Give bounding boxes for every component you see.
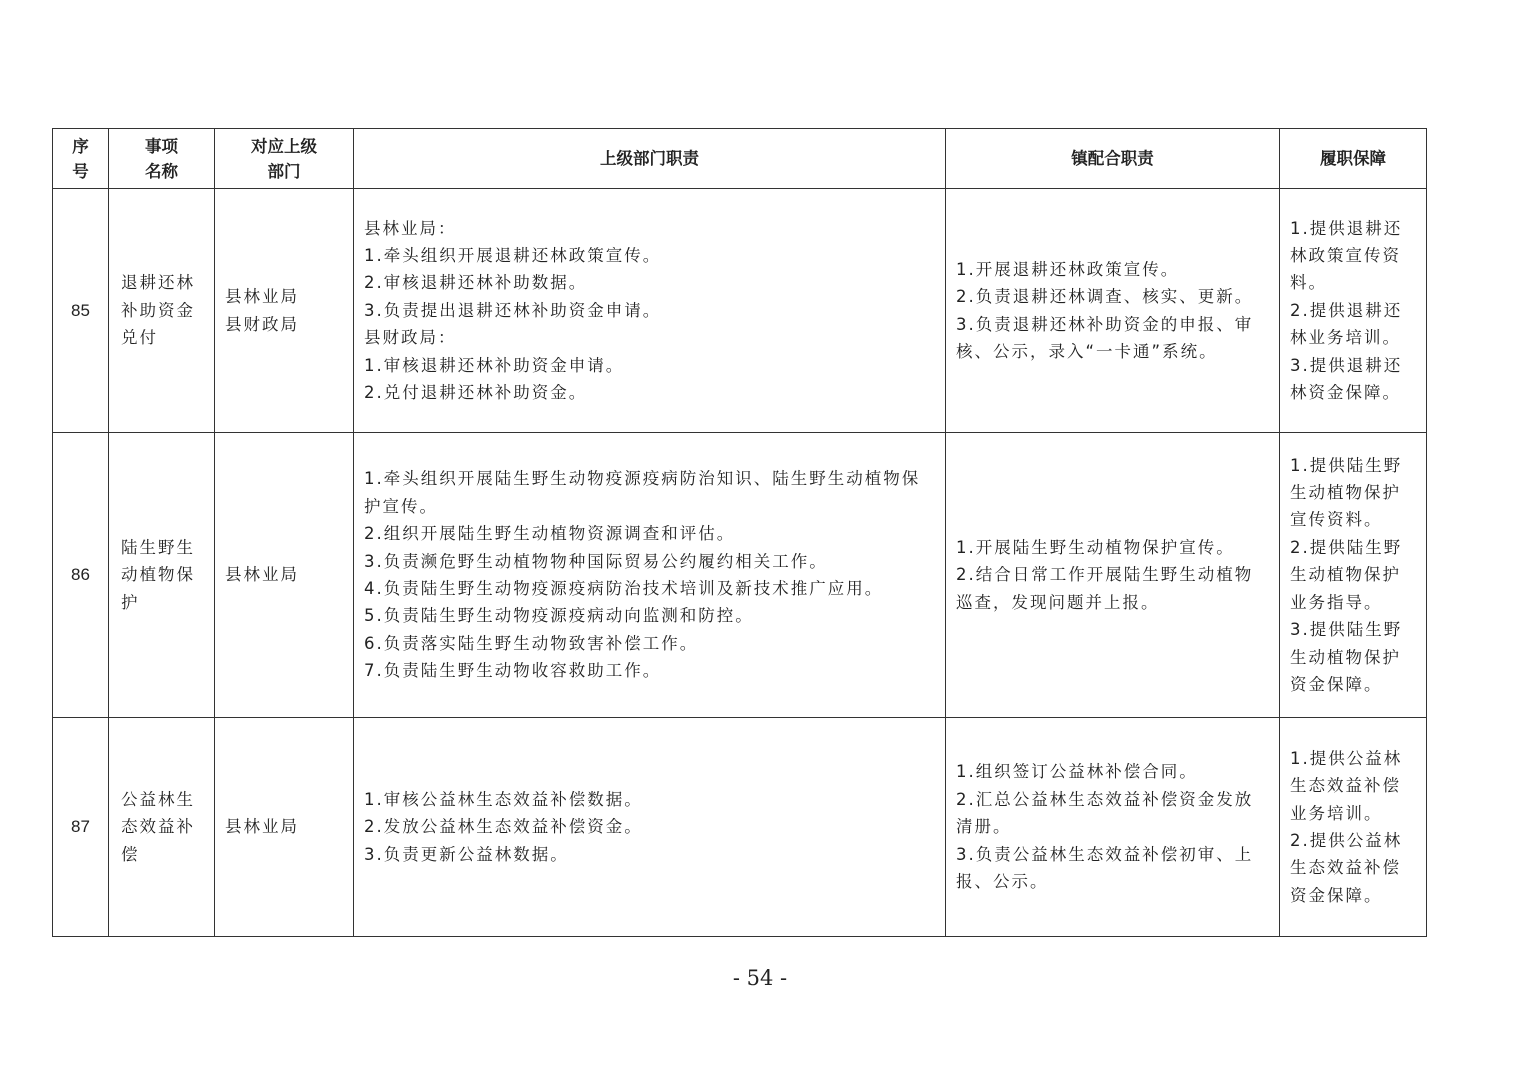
upper-dept: 县林业局 bbox=[215, 433, 354, 718]
row-number: 86 bbox=[53, 433, 109, 718]
header-seq: 序 号 bbox=[53, 129, 109, 189]
header-upper-dept: 对应上级 部门 bbox=[215, 129, 354, 189]
town-duties: 1.开展陆生野生动植物保护宣传。 2.结合日常工作开展陆生野生动植物巡查，发现问题并上报。 bbox=[946, 433, 1280, 718]
item-name: 公益林生态效益补偿 bbox=[109, 718, 215, 937]
upper-duties: 1.审核公益林生态效益补偿数据。 2.发放公益林生态效益补偿资金。 3.负责更新公益林数据。 bbox=[354, 718, 946, 937]
table-header-row bbox=[53, 129, 1427, 189]
guarantee: 1.提供陆生野生动植物保护宣传资料。 2.提供陆生野生动植物保护业务指导。 3.提供陆生野生动植物保护资金保障。 bbox=[1280, 433, 1427, 718]
town-duties: 1.开展退耕还林政策宣传。 2.负责退耕还林调查、核实、更新。 3.负责退耕还林补助资金的申报、审核、公示，录入“一卡通”系统。 bbox=[946, 189, 1280, 433]
item-name: 退耕还林补助资金兑付 bbox=[109, 189, 215, 433]
upper-duties: 县林业局： 1.牵头组织开展退耕还林政策宣传。 2.审核退耕还林补助数据。 3.负责提出退耕还林补助资金申请。 县财政局： 1.审核退耕还林补助资金申请。 2.兑付退耕还林补助资金。 bbox=[354, 189, 946, 433]
header-item-name: 事项 名称 bbox=[109, 129, 215, 189]
page-number: - 54 - bbox=[732, 966, 788, 990]
row-number: 87 bbox=[53, 718, 109, 937]
duties-table bbox=[52, 128, 1427, 937]
table-row bbox=[53, 189, 1427, 433]
guarantee: 1.提供退耕还林政策宣传资料。 2.提供退耕还林业务培训。 3.提供退耕还林资金保障。 bbox=[1280, 189, 1427, 433]
header-upper-duties: 上级部门职责 bbox=[354, 129, 946, 189]
town-duties: 1.组织签订公益林补偿合同。 2.汇总公益林生态效益补偿资金发放清册。 3.负责公益林生态效益补偿初审、上报、公示。 bbox=[946, 718, 1280, 937]
upper-dept: 县林业局 bbox=[215, 718, 354, 937]
upper-duties: 1.牵头组织开展陆生野生动物疫源疫病防治知识、陆生野生动植物保护宣传。 2.组织开展陆生野生动植物资源调查和评估。 3.负责濒危野生动植物物种国际贸易公约履约相关工作。 4.负责陆生野生动物疫源疫病防治技术培训及新技术推广应用。 5.负责陆生野生动物疫源疫病动向监测和防控。 6.负责落实陆生野生动物致害补偿工作。 7.负责陆生野生动物收容救助工作。 bbox=[354, 433, 946, 718]
table-row bbox=[53, 718, 1427, 937]
header-guarantee: 履职保障 bbox=[1280, 129, 1427, 189]
header-town-duties: 镇配合职责 bbox=[946, 129, 1280, 189]
table-row bbox=[53, 433, 1427, 718]
item-name: 陆生野生动植物保护 bbox=[109, 433, 215, 718]
row-number: 85 bbox=[53, 189, 109, 433]
guarantee: 1.提供公益林生态效益补偿业务培训。 2.提供公益林生态效益补偿资金保障。 bbox=[1280, 718, 1427, 937]
upper-dept: 县林业局 县财政局 bbox=[215, 189, 354, 433]
